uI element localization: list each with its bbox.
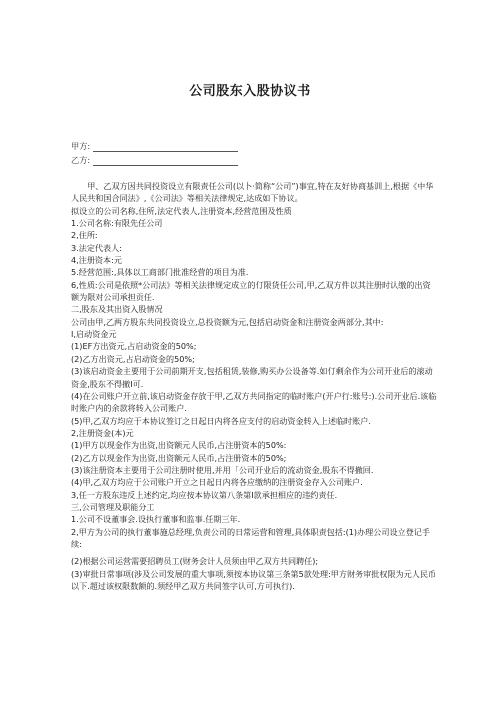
party-b-line: [71, 155, 90, 166]
paragraph: (3)审批日常事项(涉及公司发展的重大事项,须按本协议第三条第5款处理:甲方财务审批权限为元人民币以下.超过该权限数额的.须经甲乙双方共同签字认可,方可执行).: [71, 568, 437, 591]
paragraph: 2,注册资金(本)元: [71, 427, 134, 438]
party-a-underline: [93, 151, 238, 152]
paragraph: (4)在公司账户开立前,该启动资金存放于甲,乙双方共同指定的临时账户(开户行:账号:).公司开业后.该临时账户内的余款将转入公司账户.: [71, 390, 437, 414]
paragraph: (1)甲方以现金作为出资,出资额元人民币,占注册资本的50%:: [71, 440, 287, 451]
paragraph: (2)乙方以现金作为出资,出资额元人民币,占注册资本的50%;: [71, 452, 287, 463]
paragraph: 3.法定代表人:: [71, 242, 122, 253]
paragraph: 1.公司不设董事会.设执行董事和监事.任期三年.: [71, 514, 241, 525]
paragraph: (3)该注册资本主要用于公司注册时使用,并用「公司开业后的流动资金,股东不得撤回.: [71, 464, 374, 475]
paragraph: 5.经营范围:,具体以工商部门批准经营的项目为准.: [71, 267, 249, 278]
document-title: 公司股东入股协议书: [189, 84, 311, 99]
party-b-label: 乙方:: [71, 155, 91, 165]
paragraph: (2)乙方出资元,占启动资金的50%;: [71, 353, 195, 364]
paragraph: 3,任一方股东违反上述约定,均应按本协议第八条第I款承担相应的违约责任.: [71, 489, 338, 500]
section-heading: 三,公司管理及职能分工: [71, 501, 155, 512]
paragraph: I,启动资金元: [71, 329, 117, 340]
paragraph: 2,住所:: [71, 230, 98, 241]
paragraph: (4)甲,乙双方均应于公司账户开立之日起日内将各应缴纳的注册资金存入公司账户.: [71, 477, 363, 488]
paragraph: (5)甲,乙双方均应于本协议签订之日起日内将各应支付的启动资金转入上述临时账户.: [71, 415, 371, 426]
paragraph: 拟设立的公司名称,住所,法定代表人,注册资本,经营范围及性质: [71, 205, 292, 216]
section-heading: 二,股东及其出资入股情况: [71, 304, 163, 315]
paragraph: (1)EF方出资元,占启动资金的50%;: [71, 341, 197, 352]
paragraph-intro: 甲、乙双方因共同投资设立有限责任公司(以卜·简称“公司”)事宜,特在友好协商基训上,根据《中华人民共和国合同法》,《公司法》等相关法律规定,达成如下协议。: [71, 181, 434, 204]
paragraph: 2,甲方为公司的执行董事施总经理,负责公司的日常运营和管理,具体职责包括:(1)办理公司设立登记手续:: [71, 526, 430, 549]
paragraph: 6,性质:公司是依照*公司法》等相关法律规定成立的仃限货任公司,甲,乙双方件以其注册时认缴的出资额为限对公司承担贡任.: [71, 279, 431, 303]
document-body: [71, 180, 437, 592]
paragraph: 公司由甲,乙两方股东共同投资设立,总投资额为元,包括启动资金和注册资金两部分,其中:: [71, 316, 384, 327]
paragraph: 1.公司名称:有限先任公司: [71, 218, 163, 229]
paragraph: (3)该启动资金主要用于公司前期开支,包括租赁,装修,购买办公设备等.如仃剩余作为公司开业后的滚动资金,股东不得撤I可.: [71, 366, 433, 389]
party-a-line: [71, 141, 90, 152]
party-a-label: 甲方:: [71, 141, 91, 151]
party-b-underline: [93, 165, 238, 166]
paragraph: 4,注册资本:元: [71, 255, 122, 266]
paragraph: (2)根据公司运营需要招聘员工(财务会计人员须由甲乙双方共同聘任);: [71, 556, 319, 567]
